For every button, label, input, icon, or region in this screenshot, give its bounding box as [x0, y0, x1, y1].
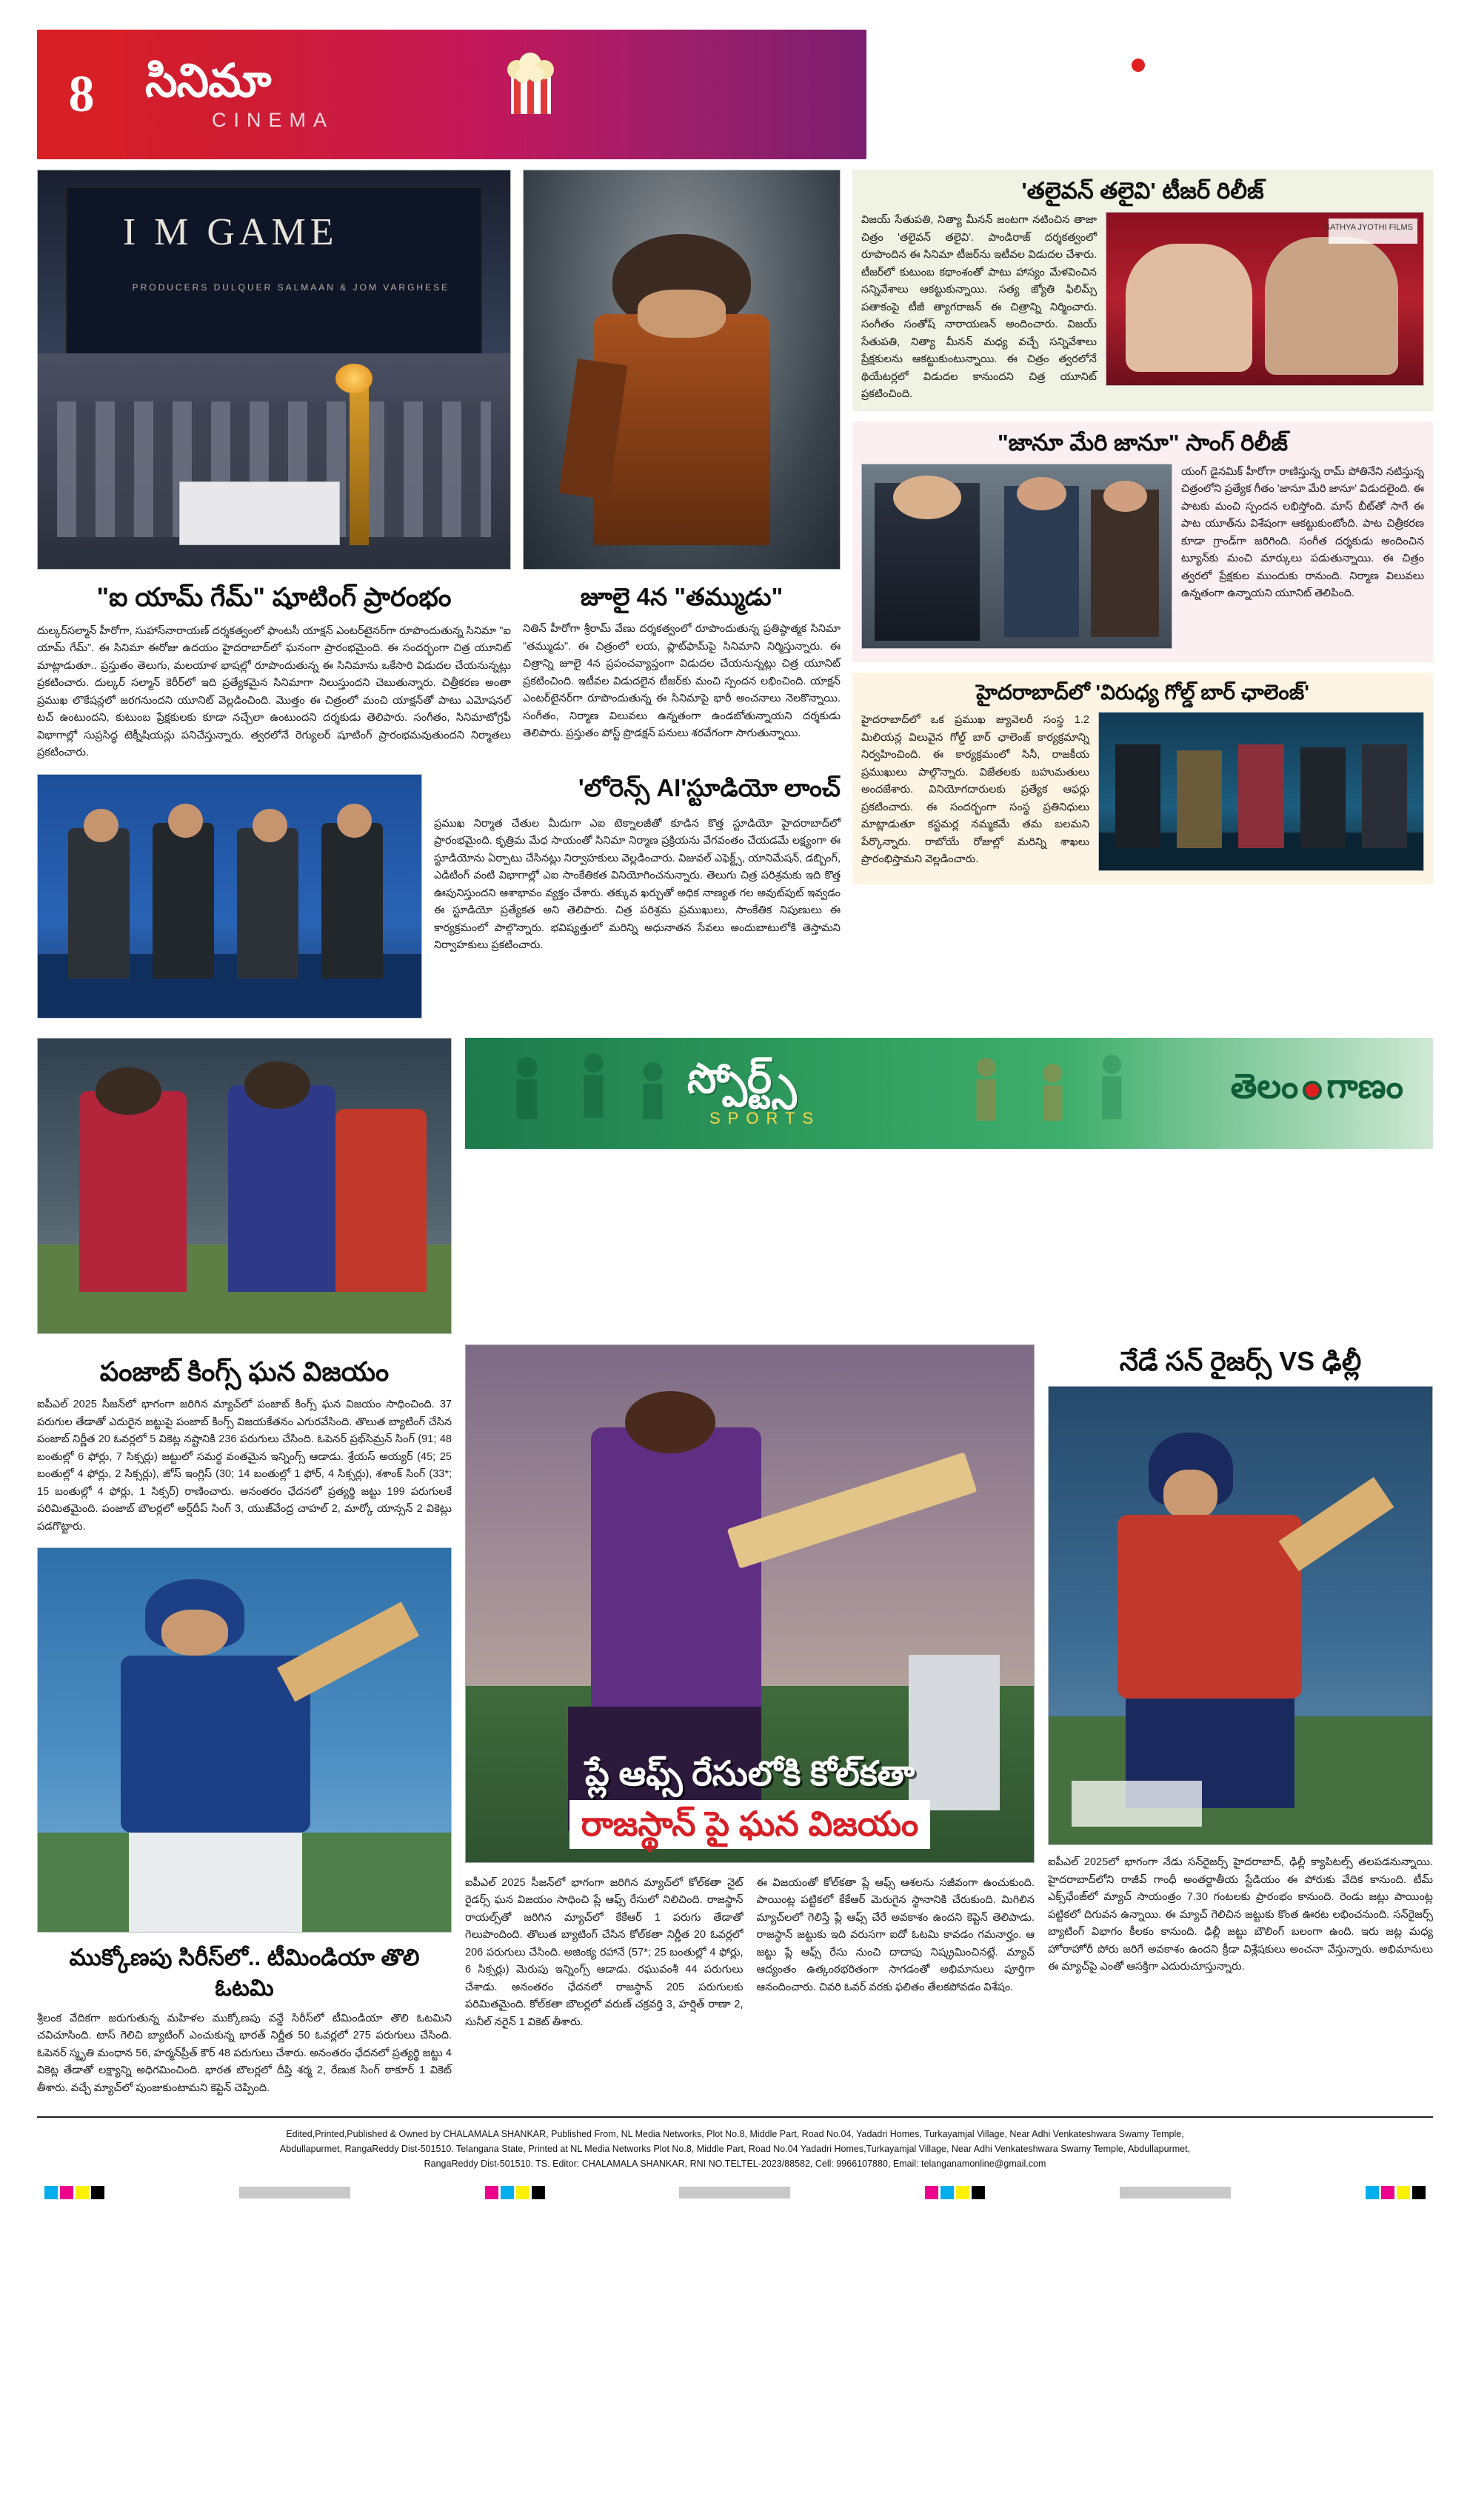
- issue-date: 05.05.2025: [1094, 87, 1191, 110]
- swatch-cyan-3: [941, 2186, 954, 2199]
- swatch-group-right: [925, 2186, 985, 2199]
- goldbar-event-photo: [1098, 712, 1424, 871]
- sports-column-middle: [465, 1344, 1035, 2098]
- cinema-right-rail: [852, 170, 1433, 1019]
- swatch-black-4: [1412, 2186, 1426, 2199]
- sports-body-india-women: శ్రీలంక వేదికగా జరుగుతున్న మహిళల ముక్కోణపు వన్డే సిరీస్‌లో టీమిండియా తొలి ఓటమిని చవిచూసింది. టాస్ గెలిచి బ్యాటింగ్ ఎంచుకున్న భారత్ నిర్ణీత 50 ఓవర్లలో 275 పరుగులు చేసింది. ఓపెనర్ స్మృతి మంధాన 56, హర్మన్‌ప్రీత్ కౌర్ 48 పరుగులు చేశారు. అనంతరం ఛేదనలో ప్రత్యర్థి జట్టు 4 వికెట్ల తేడాతో లక్ష్యాన్ని అధిగమించింది. భారత బౌలర్లలో దీప్తి శర్మ 2, రేణుక సింగ్ ఠాకూర్ 1 వికెట్ తీశారు. వచ్చే మ్యాచ్‌లో పుంజుకుంటామని కెప్టెన్ చెప్పింది.: [37, 2012, 452, 2094]
- story-headline-i-am-game: "ఐ యామ్ గేమ్" షూటింగ్ ప్రారంభం: [96, 583, 452, 612]
- lorenz-launch-photo: [37, 774, 422, 1019]
- footer-line-1: Edited,Printed,Published & Owned by CHALAMALA SHANKAR, Published From, NL Media Networks, Plot No.8, Middle Part, Road No.04, Yadadri Homes, Turkayamjal Village, Near Adhi Venkateshwara Swamy Temple,: [286, 2129, 1184, 2140]
- swatch-magenta-4: [1381, 2186, 1394, 2199]
- rail-body-goldbar: హైదరాబాద్‌లో ఒక ప్రముఖ జ్యువెలరీ సంస్థ 1.2 మిలియన్ల విలువైన గోల్డ్ బార్ ఛాలెంజ్ కార్యక్రమాన్ని నిర్వహించింది. ఈ కార్యక్రమంలో సినీ, రాజకీయ ప్రముఖులు పాల్గొన్నారు. విజేతలకు బహుమతులు అందజేశారు. వినియోగదారులకు ప్రత్యేక ఆఫర్లు ప్రకటించారు. ఈ సందర్భంగా సంస్థ ప్రతినిధులు మాట్లాడుతూ కస్టమర్ల నమ్మకమే తమ బలమని పేర్కొన్నారు. రాబోయే రోజుల్లో మరిన్ని శాఖలు ప్రారంభిస్తామని వెల్లడించారు.: [861, 714, 1089, 866]
- swatch-yellow-4: [1397, 2186, 1410, 2199]
- thalaivan-poster-photo: SATHYA JYOTHI FILMS: [1106, 212, 1424, 386]
- brand-dot-icon: [1129, 56, 1148, 75]
- hero-headline-line2: రాజస్థాన్ పై ఘన విజయం: [569, 1800, 931, 1849]
- kolkata-story-columns: [465, 1875, 1035, 2031]
- swatch-yellow: [76, 2186, 89, 2199]
- cinema-left-column: [37, 170, 841, 1019]
- sports-column-right: [1048, 1344, 1433, 2098]
- page-number: 8: [37, 30, 126, 159]
- srh-vs-dc-photo: [1048, 1386, 1433, 1845]
- i-am-game-launch-photo: I M GAME PRODUCERS DULQUER SALMAAN & JOM VARGHESE: [37, 170, 511, 570]
- story-body-thammudu: నితిన్ హీరోగా శ్రీరామ్ వేణు దర్శకత్వంలో రూపొందుతున్న ప్రతిష్ఠాత్మక సినిమా "తమ్ముడు". ఈ చిత్రంలో లయ, ప్లాట్‌ఫామ్‌పై సినిమాని నిర్మిస్తున్నారు. ఈ చిత్రాన్ని జూలై 4న ప్రపంచవ్యాప్తంగా విడుదల చేయనున్నట్లు చిత్ర యూనిట్ ప్రకటించింది. ఇటీవల విడుదలైన టీజర్‌కు మంచి స్పందన లభించింది. యాక్షన్ ఎంటర్‌టైనర్‌గా రూపొందుతున్న ఈ సినిమాపై భారీ అంచనాలు నెలకొన్నాయి. సంగీతం, నిర్మాణ విలువలు ఉన్నతంగా ఉండబోతున్నాయని దర్శకుడు తెలిపారు. ప్రస్తుతం పోస్ట్ ప్రొడక్షన్ పనులు శరవేగంగా సాగుతున్నాయి.: [523, 623, 841, 740]
- swatch-magenta-2: [485, 2186, 498, 2199]
- swatch-yellow-2: [516, 2186, 529, 2199]
- story-body-lorenz: ప్రముఖ నిర్మాత చేతుల మీదుగా ఎఐ టెక్నాలజీతో కూడిన కొత్త స్టూడియో హైదరాబాద్‌లో ప్రారంభమైంది. కృత్రిమ మేధ సాయంతో సినిమా నిర్మాణ ప్రక్రియను వేగవంతం చేయడమే లక్ష్యంగా ఈ స్టూడియోను ఏర్పాటు చేసినట్లు నిర్వాహకులు వెల్లడించారు. విజువల్ ఎఫెక్ట్స్, యానిమేషన్, డబ్బింగ్, ఎడిటింగ్ వంటి విభాగాల్లో ఎఐ సాంకేతికత వినియోగించనున్నారు. తెలుగు చిత్ర పరిశ్రమకు ఇది కొత్త ఊపునిస్తుందని ఆశాభావం వ్యక్తం చేశారు. తక్కువ ఖర్చుతో అధిక నాణ్యత గల అవుట్‌పుట్ ఇవ్వడం ఈ స్టూడియో ప్రత్యేకత అని తెలిపారు. చిత్ర పరిశ్రమ ప్రముఖులు, సాంకేతిక నిపుణులు ఈ కార్యక్రమంలో పాల్గొన్నారు. భవిష్యత్తులో మరిన్ని అధునాతన సేవలు అందుబాటులోకి తెస్తామని నిర్వాహకులు ప్రకటించారు.: [434, 817, 841, 952]
- rail-headline-thalaivan: 'తలైవన్ తలైవి' టీజర్ రిలీజ్: [1021, 178, 1264, 204]
- sports-column-left: [37, 1344, 452, 2098]
- brand-text-part1: తెలం: [1065, 48, 1125, 81]
- gray-patch-2: [679, 2187, 790, 2199]
- kolkata-body-col1: ఐపీఎల్ 2025 సీజన్‌లో భాగంగా జరిగిన మ్యాచ్‌లో కోల్‌కతా నైట్ రైడర్స్ ఘన విజయం సాధించి ప్లే ఆఫ్స్ రేసులో నిలిచింది. రాజస్థాన్ రాయల్స్‌తో జరిగిన మ్యాచ్‌లో కేకేఆర్ 1 పరుగు తేడాతో గెలుపొందింది. తొలుత బ్యాటింగ్ చేసిన కోల్‌కతా నిర్ణీత 20 ఓవర్లలో 206 పరుగులు చేసింది. అజింక్య రహానే (57*; 25 బంతుల్లో 4 ఫోర్లు, 6 సిక్సర్లు) మెరుపు ఇన్నింగ్స్ ఆడాడు. రఘువంశీ 44 పరుగులు చేశాడు. అనంతరం ఛేదనలో రాజస్థాన్ 205 పరుగులకు పరిమితమైంది. కోల్‌కతా బౌలర్లలో వరుణ్ చక్రవర్తి 3, హర్షిత్ రాణా 2, సునీల్ నరైన్ 1 వికెట్ తీశారు.: [465, 1876, 744, 2028]
- sports-brand-part2: గాణం: [1326, 1066, 1403, 1105]
- sports-body: [37, 1344, 1433, 2098]
- swatch-black-2: [532, 2186, 545, 2199]
- gray-patch-1: [239, 2187, 350, 2199]
- rail-headline-jaanu: "జానూ మేరి జానూ" సాంగ్ రిలీజ్: [997, 429, 1289, 456]
- swatch-group-left: [44, 2186, 104, 2199]
- rail-story-thalaivan-thalaivi: [852, 170, 1433, 411]
- kolkata-hero-photo: [465, 1344, 1035, 1863]
- kolkata-body-col2: ఈ విజయంతో కోల్‌కతా ప్లే ఆఫ్స్ ఆశలను సజీవంగా ఉంచుకుంది. పాయింట్ల పట్టికలో కేకేఆర్ మెరుగైన స్థానానికి చేరుకుంది. మిగిలిన మ్యాచ్‌లలో గెలిస్తే ప్లే ఆఫ్స్ చేరే అవకాశం ఉందని కెప్టెన్ తెలిపాడు. రాజస్థాన్ జట్టుకు ఇది వరుసగా ఐదో ఓటమి కావడం గమనార్హం. ఆ జట్టు ప్లే ఆఫ్స్ రేసు నుంచి దాదాపు నిష్క్రమించినట్లే. మ్యాచ్ ఆద్యంతం ఉత్కంఠభరితంగా సాగడంతో అభిమానులు పూర్తిగా ఆనందించారు. చివరి ఓవర్ వరకు ఫలితం తేలకపోవడం విశేషం.: [756, 1876, 1035, 1993]
- gray-patch-3: [1120, 2187, 1231, 2199]
- sports-brand-part1: తెలం: [1230, 1066, 1299, 1105]
- story-headline-lorenz: 'లోరెన్స్ AI'స్టూడియో లాంచ్: [578, 773, 841, 801]
- thammudu-poster-photo: [523, 170, 841, 570]
- swatch-magenta: [60, 2186, 73, 2199]
- swatch-black: [91, 2186, 104, 2199]
- rail-story-jaanu-meri-jaanu: [852, 421, 1433, 662]
- sports-body-srh-dc: ఐపీఎల్ 2025లో భాగంగా నేడు సన్‌రైజర్స్ హైదరాబాద్, ఢిల్లీ క్యాపిటల్స్ తలపడనున్నాయి. హైదరాబాద్‌లోని రాజీవ్ గాంధీ అంతర్జాతీయ స్టేడియం ఈ పోరుకు వేదిక కానుంది. టీమ్ ఎక్స్‌ఛేంజ్‌లో మ్యాచ్ సాయంత్రం 7.30 గంటలకు ప్రారంభం కానుంది. రెండు జట్లు పాయింట్ల పట్టికలో దిగువన ఉన్నాయి. ఈ మ్యాచ్ గెలిచిన జట్టుకు కొంత ఊరట లభించనుంది. సన్‌రైజర్స్ బ్యాటింగ్ విభాగం కీలకం కానుంది. ఢిల్లీ జట్టు బౌలింగ్ బలంగా ఉంది. ఇరు జట్ల మధ్య హోరాహోరీ పోరు జరిగే అవకాశం ఉందని క్రీడా విశ్లేషకులు అంచనా వేస్తున్నారు. అభిమానులు ఈ మ్యాచ్‌పై ఎంతో ఆసక్తిగా ఎదురుచూస్తున్నారు.: [1048, 1856, 1433, 1973]
- lorenz-text-wrap: [434, 774, 841, 1019]
- sports-left-photo-wrap: [37, 1038, 452, 1334]
- rail-body-thalaivan: విజయ్ సేతుపతి, నిత్యా మీనన్ జంటగా నటించిన తాజా చిత్రం 'తలైవన్ తలైవి'. పాండిరాజ్ దర్శకత్వంలో రూపొందిన ఈ సినిమా టీజర్‌ను ఇటీవల విడుదల చేశారు. టీజర్‌లో కుటుంబ కథాంశంతో పాటు హాస్యం మేళవించిన సన్నివేశాలు ఆకట్టుకున్నాయి. సత్య జ్యోతి ఫిలిమ్స్ పతాకంపై టీజీ త్యాగరాజన్ ఈ చిత్రాన్ని నిర్మించారు. సంగీతం సంతోష్ నారాయణన్ అందించారు. విజయ్ సేతుపతి, నిత్యా మీనన్ మధ్య వచ్చే సన్నివేశాలు ప్రేక్షకులను ఆకట్టుకుంటున్నాయి. ఈ చిత్రం త్వరలోనే థియేటర్లలో విడుదల కానుందని చిత్ర యూనిట్ ప్రకటించింది.: [861, 214, 1097, 401]
- sports-body-punjab: ఐపీఎల్ 2025 సీజన్‌లో భాగంగా జరిగిన మ్యాచ్‌లో పంజాబ్ కింగ్స్ ఘన విజయం సాధించింది. 37 పరుగుల తేడాతో ఎదురైన జట్టుపై పంజాబ్ కింగ్స్ విజయకేతనం ఎగురవేసింది. తొలుత బ్యాటింగ్ చేసిన పంజాబ్ నిర్ణీత 20 ఓవర్లలో 5 వికెట్ల నష్టానికి 236 పరుగులు చేసింది. ఓపెనర్ ప్రభ్‌సిమ్రన్ సింగ్ (91; 48 బంతుల్లో 6 ఫోర్లు, 7 సిక్సర్లు) జట్టులో సమర్థ వంతమైన ఇన్నింగ్స్ ఆడాడు. శ్రేయస్ అయ్యర్ (45; 25 బంతుల్లో 4 ఫోర్లు, 2 సిక్సర్లు), జోస్ ఇంగ్లిస్ (30; 14 బంతుల్లో 1 ఫోర్, 4 సిక్సర్లు), శశాంక్ సింగ్ (33*; 15 బంతుల్లో 4 ఫోర్లు, 1 సిక్సర్) రాణించారు. అనంతరం ఛేదనలో ప్రత్యర్థి జట్టు 199 పరుగులకే పరిమితమైంది. పంజాబ్ బౌలర్లలో అర్ష్‌దీప్ సింగ్ 3, యుజ్‌వేంద్ర చాహల్ 2, మార్కో యాన్సన్ 2 వికెట్లు పడగొట్టారు.: [37, 1399, 452, 1533]
- issue-day-place: సోమవారం, హైదరాబాద్: [1060, 114, 1224, 135]
- sports-headline-india-women: ముక్కోణపు సిరీస్‌లో.. టీమిండియా తొలి ఓటమి: [69, 1944, 420, 2001]
- rail-headline-goldbar: హైదరాబాద్‌లో 'విరుధ్య గోల్డ్ బార్ ఛాలెంజ్': [976, 680, 1309, 704]
- sports-brand-logo: [1231, 1066, 1403, 1115]
- sports-headline-punjab: పంజాబ్ కింగ్స్ ఘన విజయం: [99, 1356, 390, 1387]
- footer-line-3: RangaReddy Dist-501510. TS. Editor: CHALAMALA SHANKAR, RNI NO.TELTEL-2023/88582, Cell: 9966107880, Email: telanganamonline@gmail.com: [424, 2159, 1046, 2170]
- footer-line-2: Abdullapurmet, RangaReddy Dist-501510. Telangana State, Printed at NL Media Networks Plot No.8, Middle Part, Road No.04 Yadadri Homes,Turkayamjal Village, Near Adhi Venkateshwara Swamy Temple, Abdullapurmet,: [279, 2144, 1191, 2155]
- punjab-kings-match-photo: [37, 1038, 452, 1334]
- swatch-cyan: [44, 2186, 58, 2199]
- story-headline-thammudu: జూలై 4న "తమ్ముడు": [580, 583, 784, 610]
- masthead: [37, 30, 1433, 159]
- swatch-group-mid: [485, 2186, 545, 2199]
- jaanu-song-photo: [861, 464, 1172, 649]
- swatch-cyan-4: [1366, 2186, 1379, 2199]
- rail-story-gold-bar-challenge: [852, 673, 1433, 885]
- registration-color-bar: [37, 2176, 1433, 2217]
- swatch-cyan-2: [501, 2186, 514, 2199]
- hero-headline-line1: ప్లే ఆఫ్స్ రేసులోకి కోల్‌కతా: [585, 1753, 915, 1793]
- popcorn-icon: [481, 43, 578, 117]
- sports-title-english: SPORTS: [709, 1108, 821, 1127]
- sports-title-telugu: స్పోర్ట్స్: [687, 1054, 797, 1101]
- brand-logo: [1066, 50, 1220, 80]
- story-lorenz-ai: [37, 774, 841, 1019]
- masthead-right: [866, 30, 1433, 159]
- story-thammudu: [523, 170, 841, 762]
- swatch-magenta-3: [925, 2186, 938, 2199]
- cinema-top-photo-row: [37, 170, 841, 762]
- sports-band-wrap: [465, 1038, 1433, 1334]
- swatch-group-far-right: [1366, 2186, 1426, 2199]
- india-women-batter-photo: [37, 1547, 452, 1933]
- masthead-title-telugu: సినిమా: [145, 56, 271, 107]
- masthead-left: [37, 30, 866, 159]
- brand-text-part2: గాణం: [1152, 48, 1220, 81]
- rail-body-jaanu: యంగ్ డైనమిక్ హీరోగా రాణిస్తున్న రామ్ పోతినేని నటిస్తున్న చిత్రంలోని ప్రత్యేక గీతం 'జానూ మేరి జానూ' విడుదలైంది. ఈ పాటకు మంచి స్పందన లభిస్తోంది. మాస్ బీట్‌తో సాగే ఈ పాట యూత్‌ను విశేషంగా ఆకట్టుకుంటోంది. పాట చిత్రీకరణ కూడా గ్రాండ్‌గా జరిగింది. సంగీత దర్శకుడు అందించిన ట్యూన్‌కు మంచి మార్కులు పడుతున్నాయి. ఈ చిత్రం త్వరలో ప్రేక్షకుల ముందుకు రానుంది. నిర్మాణ విలువలు ఉన్నతంగా ఉన్నాయని యూనిట్ తెలిపింది.: [1181, 465, 1424, 600]
- sports-headline-srh-dc: నేడే సన్ రైజర్స్ VS ఢిల్లీ: [1119, 1345, 1362, 1376]
- masthead-title-english: CINEMA: [212, 108, 335, 131]
- cinema-section: [37, 170, 1433, 1019]
- story-i-am-game: [37, 170, 511, 762]
- swatch-black-3: [972, 2186, 985, 2199]
- sports-banner: [465, 1038, 1433, 1149]
- swatch-yellow-3: [956, 2186, 969, 2199]
- sports-section: [37, 1038, 1433, 2098]
- lorenz-photo-wrap: [37, 774, 422, 1019]
- sports-brand-dot-icon: [1303, 1081, 1322, 1100]
- page-footer: [37, 2116, 1433, 2176]
- story-body-i-am-game: దుల్కర్‌సల్మాన్ హీరోగా, సుహాస్‌నారాయణ్ దర్శకత్వంలో ఫాంటసీ యాక్షన్ ఎంటర్‌టైనర్‌గా రూపొందుతున్న సినిమా "ఐ యామ్ గేమ్". ఈ సినిమా ఈరోజు ఉదయం హైదరాబాద్‌లో ఘనంగా ప్రారంభమైంది. ఈ సందర్భంగా చిత్ర యూనిట్ మాట్లాడుతూ.. ప్రస్తుతం తెలుగు, మలయాళ భాషల్లో రూపొందుతున్న ఈ సినిమాను ఒకేసారి విడుదల చేయనున్నట్లు ప్రకటించారు. దుల్కర్ సల్మాన్ కెరీర్‌లో ఇది ప్రత్యేకమైన సినిమాగా నిలుస్తుందని చెబుతున్నారు. చిత్రీకరణ అంతా ప్రముఖ లొకేషన్లలో జరగనుందని యూనిట్ వెల్లడించింది. మొత్తం ఈ చిత్రంలో మంచి యాక్షన్‌తో పాటు ఎమోషనల్ టచ్ ఉంటుందని, కుటుంబ ప్రేక్షకులకు కూడా నచ్చేలా ఉంటుందని దర్శకుడు తెలిపారు. సంగీతం, సినిమాటోగ్రఫీ విభాగాల్లో సుప్రసిద్ధ టెక్నీషియన్లు పనిచేస్తున్నారు. త్వరలోనే రెగ్యులర్ షూటింగ్ ప్రారంభమవుతుందని నిర్మాతలు ప్రకటించారు.: [37, 624, 511, 759]
- hero-headline-overlay: [466, 1743, 1034, 1862]
